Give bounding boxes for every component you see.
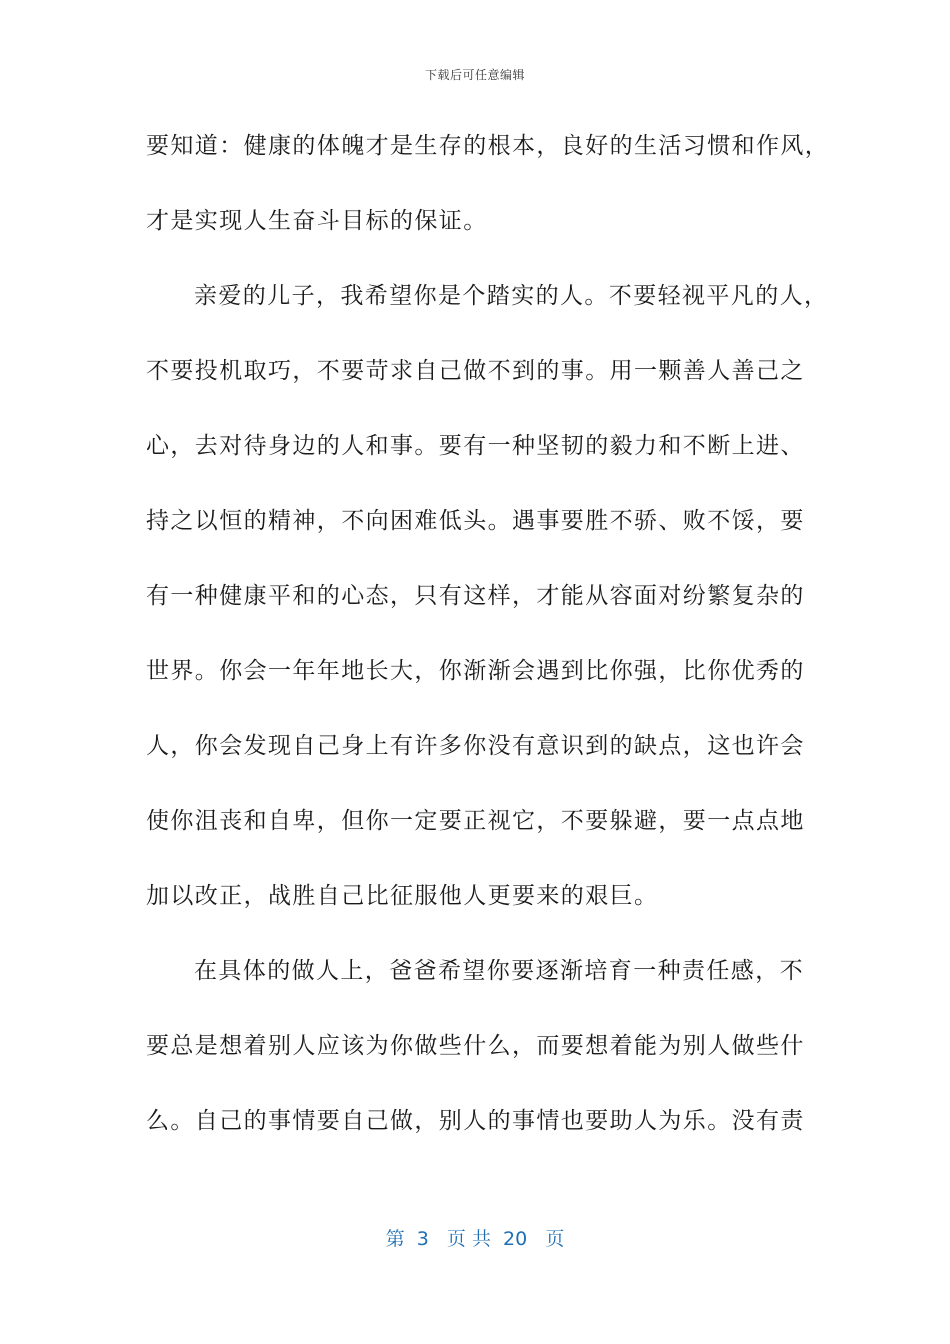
text-line: 才是实现人生奋斗目标的保证。 xyxy=(146,208,488,234)
page-number: 第 3 页 共 20 页 xyxy=(385,1228,565,1250)
text-line: 持之以恒的精神，不向困难低头。遇事要胜不骄、败不馁，要 xyxy=(146,508,805,534)
text-line: 人，你会发现自己身上有许多你没有意识到的缺点，这也许会 xyxy=(146,733,805,759)
text-line: 要总是想着别人应该为你做些什么，而要想着能为别人做些什 xyxy=(146,1033,805,1059)
text-line: 么。自己的事情要自己做，别人的事情也要助人为乐。没有责 xyxy=(146,1108,805,1134)
text-line: 加以改正，战胜自己比征服他人更要来的艰巨。 xyxy=(146,883,659,909)
document-body xyxy=(146,118,830,1168)
text-line: 不要投机取巧，不要苛求自己做不到的事。用一颗善人善己之 xyxy=(146,358,805,384)
text-line: 要知道：健康的体魄才是生存的根本，良好的生活习惯和作风， xyxy=(146,133,830,159)
header-note: 下载后可任意编辑 xyxy=(424,68,525,82)
paragraph-start-line: 在具体的做人上，爸爸希望你要逐渐培育一种责任感，不 xyxy=(194,958,804,984)
text-line: 世界。你会一年年地长大，你渐渐会遇到比你强，比你优秀的 xyxy=(146,658,805,684)
text-line: 有一种健康平和的心态，只有这样，才能从容面对纷繁复杂的 xyxy=(146,583,805,609)
text-line: 使你沮丧和自卑，但你一定要正视它，不要躲避，要一点点地 xyxy=(146,808,805,834)
paragraph-start-line: 亲爱的儿子，我希望你是个踏实的人。不要轻视平凡的人， xyxy=(194,283,829,309)
text-line: 心，去对待身边的人和事。要有一种坚韧的毅力和不断上进、 xyxy=(146,433,805,459)
